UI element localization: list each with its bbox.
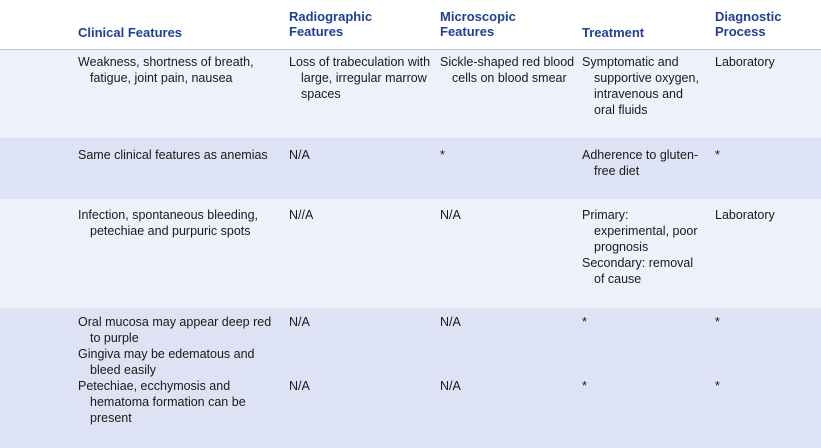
- clinical-features-cell: [78, 314, 278, 378]
- cell-text: Petechiae, ecchymosis and hematoma formation can be present: [78, 379, 246, 425]
- cell-text: Sickle-shaped red blood cells on blood smear: [440, 55, 575, 85]
- cell-text: Laboratory: [715, 55, 775, 69]
- cell-text: Infection, spontaneous bleeding, petechiae and purpuric spots: [78, 208, 258, 238]
- table-row-group: [0, 308, 821, 448]
- cell-text: Laboratory: [715, 208, 775, 222]
- cell-text: Weakness, shortness of breath, fatigue, joint pain, nausea: [78, 55, 254, 85]
- cell-text-primary: Primary: experimental, poor prognosis: [582, 208, 698, 254]
- cell-text: N/A: [440, 315, 461, 329]
- clinical-features-cell: [78, 147, 278, 163]
- cell-text: *: [440, 148, 445, 162]
- cell-text: Same clinical features as anemias: [78, 148, 268, 162]
- diagnostic-process-cell: [715, 207, 815, 223]
- cell-text: *: [715, 379, 720, 393]
- cell-text: *: [715, 315, 720, 329]
- treatment-cell: [582, 207, 707, 287]
- header-diagnostic-line1: Diagnostic: [715, 9, 782, 24]
- diagnostic-process-cell: [715, 378, 815, 394]
- cell-text: Loss of trabeculation with large, irregular marrow spaces: [289, 55, 431, 101]
- radiographic-features-cell: [289, 147, 434, 163]
- radiographic-features-cell: [289, 314, 434, 330]
- header-treatment: Treatment: [582, 25, 645, 40]
- cell-text: Adherence to gluten-free diet: [582, 148, 699, 178]
- table-row: [0, 50, 821, 138]
- cell-text: Oral mucosa may appear deep red to purple: [78, 315, 272, 345]
- header-clinical-features: Clinical Features: [78, 25, 183, 40]
- header-diagnostic-line2: Process: [715, 24, 766, 39]
- radiographic-features-cell: [289, 207, 434, 223]
- treatment-cell: [582, 147, 707, 179]
- table-row: [0, 138, 821, 199]
- cell-text: N/A: [289, 148, 310, 162]
- cell-text: N/A: [440, 208, 461, 222]
- cell-text: *: [582, 315, 587, 329]
- cell-text: N/A: [289, 315, 310, 329]
- cell-text-secondary: Secondary: removal of cause: [582, 256, 694, 286]
- diagnostic-process-cell: [715, 147, 815, 163]
- microscopic-features-cell: [440, 314, 575, 330]
- treatment-cell: [582, 54, 707, 118]
- clinical-features-cell: [78, 207, 278, 239]
- cell-text: N/A: [440, 379, 461, 393]
- cell-text: Symptomatic and supportive oxygen, intravenous and oral fluids: [582, 55, 699, 117]
- microscopic-features-cell: [440, 54, 575, 86]
- diagnostic-process-cell: [715, 314, 815, 330]
- cell-text: *: [715, 148, 720, 162]
- table-header: [0, 0, 821, 50]
- clinical-features-cell: [78, 378, 278, 426]
- table-row: [0, 199, 821, 308]
- header-radiographic-features: [289, 9, 434, 39]
- cell-text: N//A: [289, 208, 314, 222]
- radiographic-features-cell: [289, 54, 434, 102]
- header-radiographic-line1: Radiographic: [289, 9, 373, 24]
- radiographic-features-cell: [289, 378, 434, 394]
- microscopic-features-cell: [440, 207, 575, 223]
- cell-text: N/A: [289, 379, 310, 393]
- treatment-cell: [582, 378, 707, 394]
- header-microscopic-line2: Features: [440, 24, 495, 39]
- microscopic-features-cell: [440, 378, 575, 394]
- header-microscopic-line1: Microscopic: [440, 9, 516, 24]
- header-radiographic-line2: Features: [289, 24, 344, 39]
- clinical-features-cell: [78, 54, 278, 86]
- header-diagnostic-process: [715, 9, 815, 39]
- microscopic-features-cell: [440, 147, 575, 163]
- treatment-cell: [582, 314, 707, 330]
- header-microscopic-features: [440, 9, 575, 39]
- cell-text: *: [582, 379, 587, 393]
- cell-text: Gingiva may be edematous and bleed easily: [78, 347, 255, 377]
- diagnostic-process-cell: [715, 54, 815, 70]
